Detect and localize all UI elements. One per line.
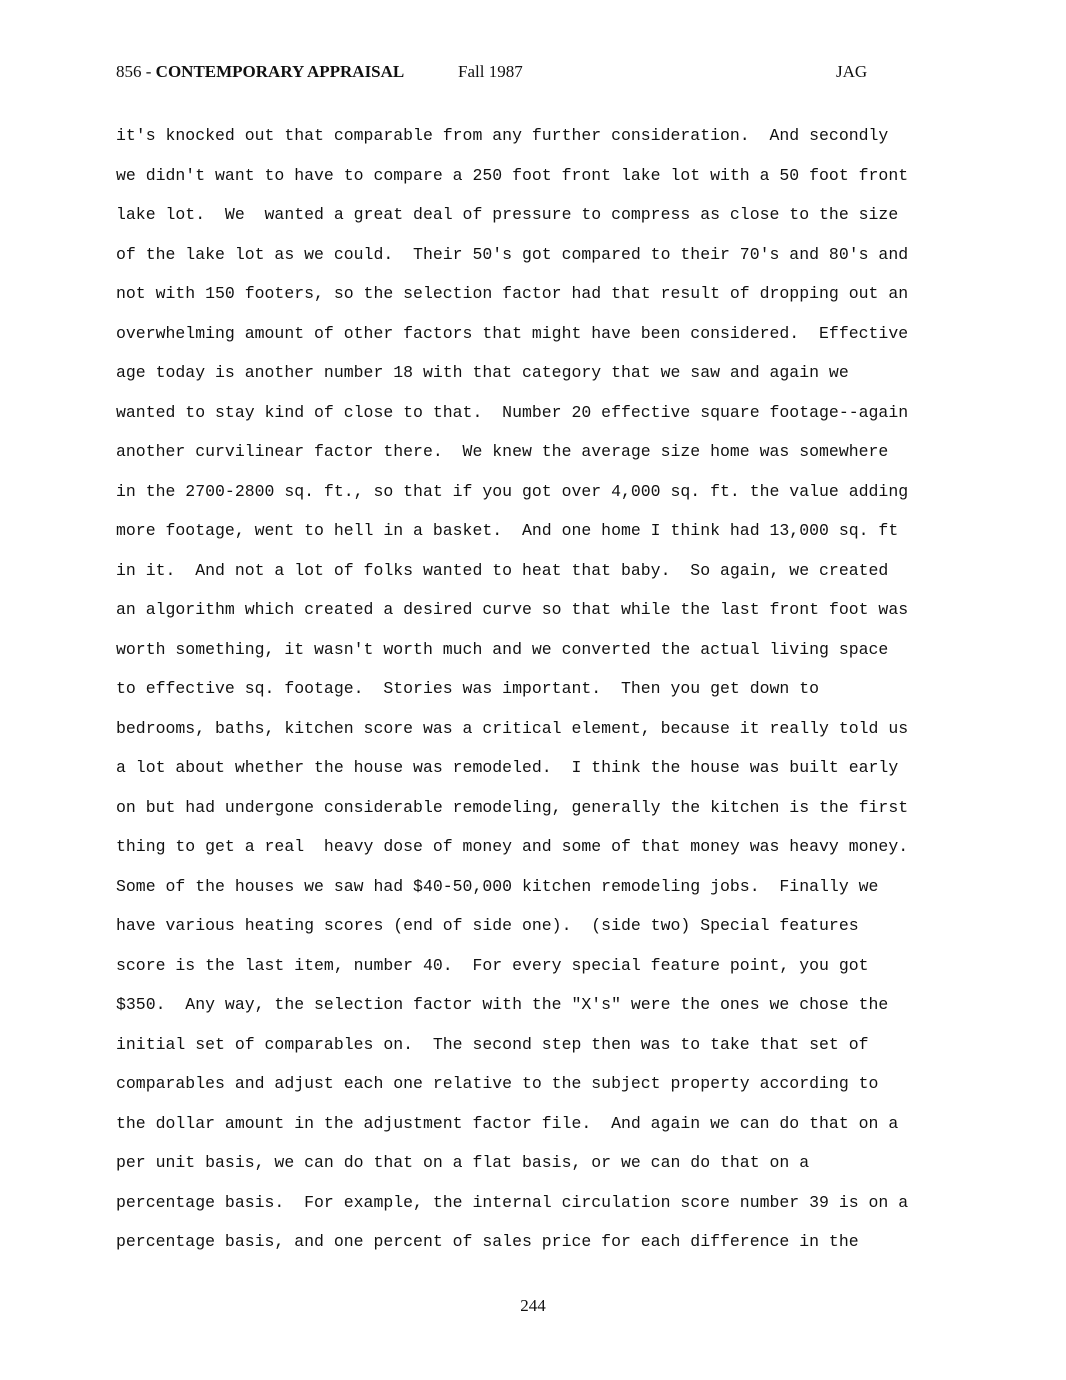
body-line: wanted to stay kind of close to that. Number 20 effective square footage--again — [116, 402, 909, 422]
transcript-body — [116, 116, 956, 1262]
page-header — [116, 62, 876, 84]
body-line: thing to get a real heavy dose of money and some of that money was heavy money. — [116, 837, 909, 856]
body-line: we didn't want to have to compare a 250 foot front lake lot with a 50 foot front — [116, 165, 909, 185]
author-initials: JAG — [836, 62, 868, 81]
body-line: initial set of comparables on. The second step then was to take that set of — [116, 1034, 869, 1054]
body-line: the dollar amount in the adjustment factor file. And again we can do that on a — [116, 1113, 899, 1133]
body-line: in it. And not a lot of folks wanted to heat that baby. So again, we created — [116, 560, 889, 580]
course-heading — [116, 62, 404, 82]
body-line: age today is another number 18 with that category that we saw and again we — [116, 363, 849, 382]
body-line: on but had undergone considerable remodeling, generally the kitchen is the first — [116, 797, 909, 817]
body-line: a lot about whether the house was remodeled. I think the house was built early — [116, 758, 899, 777]
body-line: have various heating scores (end of side one). (side two) Special features — [116, 916, 859, 935]
body-line: per unit basis, we can do that on a flat basis, or we can do that on a — [116, 1153, 810, 1172]
course-number: 856 - — [116, 62, 156, 81]
course-title: CONTEMPORARY APPRAISAL — [155, 62, 405, 81]
body-line: score is the last item, number 40. For every special feature point, you got — [116, 955, 869, 975]
body-line: more footage, went to hell in a basket. And one home I think had 13,000 sq. ft — [116, 521, 899, 540]
body-line: not with 150 footers, so the selection factor had that result of dropping out an — [116, 284, 909, 303]
body-line: worth something, it wasn't worth much and we converted the actual living space — [116, 639, 889, 659]
body-line: Some of the houses we saw had $40-50,000 kitchen remodeling jobs. Finally we — [116, 876, 879, 896]
page-number: 244 — [520, 1296, 546, 1315]
body-line: another curvilinear factor there. We knew the average size home was somewhere — [116, 442, 889, 461]
body-line: an algorithm which created a desired curve so that while the last front foot was — [116, 600, 909, 619]
body-line: overwhelming amount of other factors that might have been considered. Effective — [116, 323, 909, 343]
body-line: bedrooms, baths, kitchen score was a critical element, because it really told us — [116, 718, 909, 738]
body-line: of the lake lot as we could. Their 50's got compared to their 70's and 80's and — [116, 244, 909, 264]
body-line: $350. Any way, the selection factor with the "X's" were the ones we chose the — [116, 995, 889, 1014]
body-line: comparables and adjust each one relative to the subject property according to — [116, 1074, 879, 1093]
body-line: percentage basis, and one percent of sales price for each difference in the — [116, 1232, 859, 1251]
body-line: to effective sq. footage. Stories was important. Then you get down to — [116, 679, 820, 698]
body-line: lake lot. We wanted a great deal of pressure to compress as close to the size — [116, 205, 899, 224]
body-line: percentage basis. For example, the internal circulation score number 39 is on a — [116, 1192, 909, 1212]
body-line: it's knocked out that comparable from any further consideration. And secondly — [116, 126, 889, 145]
body-line: in the 2700-2800 sq. ft., so that if you got over 4,000 sq. ft. the value adding — [116, 481, 909, 501]
term-label: Fall 1987 — [458, 62, 523, 81]
